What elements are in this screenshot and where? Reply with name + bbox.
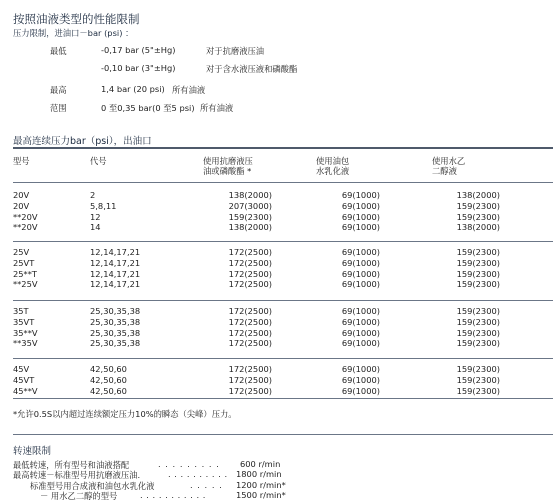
cell-emulsion: 69(1000)	[341, 306, 380, 316]
cell-code: 14	[90, 222, 101, 233]
cell-antiwear: 172(2500)	[228, 247, 272, 257]
cell-emulsion: 69(1000)	[341, 374, 380, 385]
cell-glycol: 159(2300)	[456, 374, 500, 385]
pressure-row-value: 1,4 bar (20 psi)	[101, 84, 165, 94]
cell-code: 2	[90, 190, 96, 200]
pressure-row-value: -0,10 bar (3"±Hg)	[101, 63, 176, 73]
cell-emulsion: 69(1000)	[341, 279, 380, 290]
pressure-row-label: 范围	[50, 103, 67, 113]
pressure-row-value: 0 至0,35 bar(0 至5 psi)	[101, 103, 195, 113]
cell-antiwear: 172(2500)	[228, 364, 272, 374]
cell-emulsion: 69(1000)	[341, 268, 380, 279]
cell-emulsion: 69(1000)	[341, 247, 380, 257]
cell-glycol: 159(2300)	[456, 364, 500, 374]
cell-model: **35V	[13, 338, 38, 349]
pressure-limit-subtitle: 压力限制，进油口－bar (psi) ：	[13, 28, 134, 38]
cell-emulsion: 69(1000)	[341, 364, 380, 374]
cell-model: 25**T	[13, 268, 37, 279]
cell-glycol: 159(2300)	[456, 306, 500, 316]
pressure-row-note: 对于含水液压液和磷酸酯	[206, 64, 298, 74]
cell-glycol: 159(2300)	[456, 279, 500, 290]
cell-model: 25VT	[13, 257, 35, 268]
cell-antiwear: 138(2000)	[228, 222, 272, 233]
cell-emulsion: 69(1000)	[341, 257, 380, 268]
cell-code: 12,14,17,21	[90, 279, 141, 290]
header-glycol-line1: 使用水乙	[432, 156, 466, 166]
cell-glycol: 159(2300)	[456, 247, 500, 257]
group-divider	[13, 358, 553, 359]
cell-model: 20V	[13, 200, 30, 211]
cell-code: 5,8,11	[90, 200, 117, 211]
cell-emulsion: 69(1000)	[341, 222, 380, 233]
cell-glycol: 138(2000)	[456, 222, 500, 233]
cell-antiwear: 172(2500)	[228, 279, 272, 290]
cell-model: **20V	[13, 222, 38, 233]
cell-emulsion: 69(1000)	[341, 211, 380, 222]
pressure-row-note: 所有油液	[172, 85, 206, 95]
speed-dots: . . . . . . . . .	[158, 459, 220, 469]
cell-code: 12,14,17,21	[90, 247, 141, 257]
cell-emulsion: 69(1000)	[341, 338, 380, 349]
section-divider	[13, 434, 553, 435]
cell-model: 45VT	[13, 374, 35, 385]
speed-label: 标准型号用合成液和油包水乳化液	[30, 481, 155, 491]
cell-model: 35**V	[13, 327, 38, 338]
cell-model: **25V	[13, 279, 38, 290]
cell-antiwear: 172(2500)	[228, 338, 272, 349]
cell-emulsion: 69(1000)	[341, 327, 380, 338]
cell-glycol: 138(2000)	[456, 190, 500, 200]
cell-antiwear: 172(2500)	[228, 327, 272, 338]
cell-code: 12	[90, 211, 101, 222]
cell-emulsion: 69(1000)	[341, 316, 380, 327]
section-title-speed: 转速限制	[13, 446, 52, 457]
cell-antiwear: 207(3000)	[228, 200, 272, 211]
cell-glycol: 159(2300)	[456, 338, 500, 349]
speed-dots: . . . . . . . . . . .	[140, 490, 206, 500]
speed-label: 最低转速，所有型号和油液搭配	[13, 460, 130, 470]
header-emulsion-line2: 水乳化液	[316, 166, 350, 176]
cell-glycol: 159(2300)	[456, 385, 500, 396]
cell-code: 25,30,35,38	[90, 327, 141, 338]
cell-model: 45**V	[13, 385, 38, 396]
cell-glycol: 159(2300)	[456, 211, 500, 222]
footnote: *允许0.5S以内超过连续额定压力10%的瞬态（尖峰）压力。	[13, 409, 237, 419]
cell-glycol: 159(2300)	[456, 316, 500, 327]
cell-emulsion: 69(1000)	[341, 385, 380, 396]
header-glycol-line2: 二醇液	[432, 166, 457, 176]
header-emulsion-line1: 使用油包	[316, 156, 350, 166]
speed-label: 最高转速－标准型号用抗磨液压油.	[13, 470, 141, 480]
cell-glycol: 159(2300)	[456, 257, 500, 268]
header-code: 代号	[90, 156, 107, 166]
header-model: 型号	[13, 156, 30, 166]
cell-code: 12,14,17,21	[90, 268, 141, 279]
cell-glycol: 159(2300)	[456, 200, 500, 211]
pressure-row-label: 最高	[50, 85, 67, 95]
cell-antiwear: 172(2500)	[228, 316, 272, 327]
speed-value: 600 r/min	[240, 459, 281, 469]
group-divider	[13, 182, 553, 183]
pressure-row-note: 对于抗磨液压油	[206, 46, 265, 56]
cell-code: 25,30,35,38	[90, 338, 141, 349]
speed-value: 1500 r/min*	[236, 490, 286, 500]
section-title-performance: 按照油液类型的性能限制	[13, 12, 140, 26]
cell-code: 25,30,35,38	[90, 316, 141, 327]
speed-dots: . . . . .	[190, 480, 223, 490]
cell-model: 35T	[13, 306, 29, 316]
cell-model: 35VT	[13, 316, 35, 327]
section-title-max-pressure: 最高连续压力bar（psi），出油口	[13, 136, 152, 147]
speed-value: 1200 r/min*	[236, 480, 286, 490]
cell-antiwear: 138(2000)	[228, 190, 272, 200]
group-divider	[13, 300, 553, 301]
table-top-rule	[13, 147, 553, 149]
header-antiwear-line1: 使用抗磨液压	[203, 156, 253, 166]
cell-antiwear: 172(2500)	[228, 306, 272, 316]
cell-code: 42,50,60	[90, 374, 127, 385]
speed-value: 1800 r/min	[236, 469, 282, 479]
cell-emulsion: 69(1000)	[341, 190, 380, 200]
group-divider	[13, 241, 553, 242]
cell-antiwear: 172(2500)	[228, 385, 272, 396]
cell-emulsion: 69(1000)	[341, 200, 380, 211]
pressure-row-value: -0,17 bar (5"±Hg)	[101, 45, 176, 55]
cell-code: 42,50,60	[90, 364, 127, 374]
cell-antiwear: 159(2300)	[228, 211, 272, 222]
cell-model: 45V	[13, 364, 30, 374]
cell-antiwear: 172(2500)	[228, 257, 272, 268]
cell-glycol: 159(2300)	[456, 327, 500, 338]
cell-code: 25,30,35,38	[90, 306, 141, 316]
cell-antiwear: 172(2500)	[228, 268, 272, 279]
cell-antiwear: 172(2500)	[228, 374, 272, 385]
pressure-row-note: 所有油液	[200, 103, 234, 113]
speed-dots: . . . . . . . . . .	[168, 469, 228, 479]
cell-model: 25V	[13, 247, 30, 257]
speed-label: － 用水乙二醇的型号	[40, 491, 118, 501]
cell-code: 12,14,17,21	[90, 257, 141, 268]
cell-glycol: 159(2300)	[456, 268, 500, 279]
pressure-row-label: 最低	[50, 46, 67, 56]
cell-model: **20V	[13, 211, 38, 222]
cell-model: 20V	[13, 190, 30, 200]
table-bottom-rule	[13, 398, 553, 399]
header-antiwear-line2: 油或磷酸酯 *	[203, 166, 252, 176]
cell-code: 42,50,60	[90, 385, 127, 396]
